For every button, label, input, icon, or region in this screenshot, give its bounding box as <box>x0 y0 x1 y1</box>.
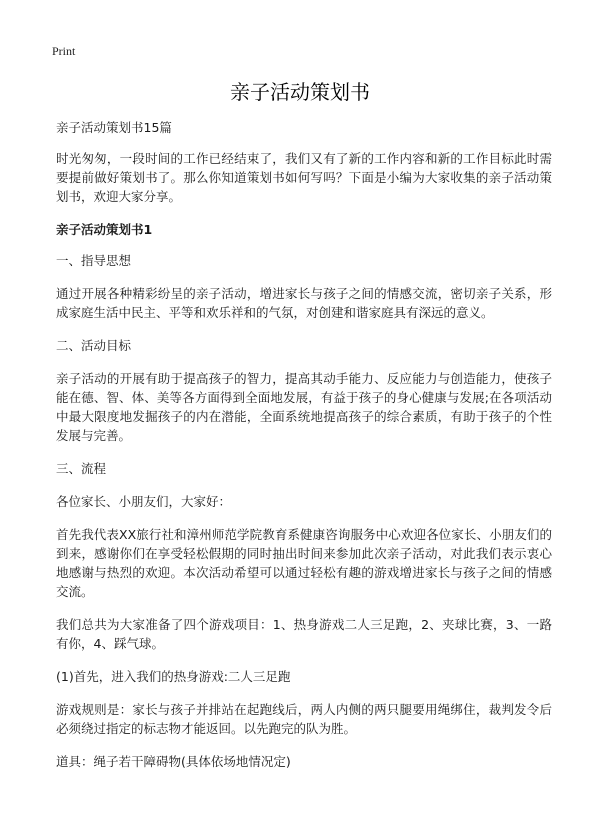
section-1-body: 通过开展各种精彩纷呈的亲子活动，增进家长与孩子之间的情感交流，密切亲子关系，形成家庭生活中民主、平等和欢乐祥和的气氛，对创建和谐家庭具有深远的意义。 <box>56 286 552 320</box>
game-1-rules: 游戏规则是：家长与孩子并排站在起跑线后，两人内侧的两只腿要用绳绑住，裁判发令后必须绕过指定的标志物才能返回。以先跑完的队为胜。 <box>56 702 552 736</box>
section-2-title: 二、活动目标 <box>56 338 132 353</box>
section-2-body: 亲子活动的开展有助于提高孩子的智力，提高其动手能力、反应能力与创造能力，使孩子能在德、智、体、美等各方面得到全面地发展，有益于孩子的身心健康与发展;在各项活动中最大限度地发掘孩子的内在潜能，全面系统地提高孩子的综合素质，有助于孩子的个性发展与完善。 <box>56 371 552 443</box>
print-link[interactable]: Print <box>52 44 76 58</box>
section-3-title: 三、流程 <box>56 461 107 476</box>
section-heading: 亲子活动策划书1 <box>56 222 153 237</box>
article-body <box>56 118 552 785</box>
greeting-paragraph: 各位家长、小朋友们，大家好： <box>56 494 232 509</box>
section-1-title: 一、指导思想 <box>56 253 132 268</box>
welcome-paragraph: 首先我代表XX旅行社和漳州师范学院教育系健康咨询服务中心欢迎各位家长、小朋友们的到来，感谢你们在享受轻松假期的同时抽出时间来参加此次亲子活动，对此我们表示衷心地感谢与热烈的欢迎。本次活动希望可以通过轻松有趣的游戏增进家长与孩子之间的情感交流。 <box>56 527 552 599</box>
subtitle: 亲子活动策划书15篇 <box>56 120 172 135</box>
page-title: 亲子活动策划书 <box>230 80 370 104</box>
game-1-title: (1)首先，进入我们的热身游戏:二人三足跑 <box>56 669 291 684</box>
game-1-props: 道具：绳子若干障碍物(具体依场地情况定) <box>56 754 291 769</box>
games-paragraph: 我们总共为大家准备了四个游戏项目：1、热身游戏二人三足跑，2、夹球比赛，3、一路有你，4、踩气球。 <box>56 617 552 651</box>
intro-paragraph: 时光匆匆，一段时间的工作已经结束了，我们又有了新的工作内容和新的工作目标此时需要提前做好策划书了。那么你知道策划书如何写吗？下面是小编为大家收集的亲子活动策划书，欢迎大家分享。 <box>56 151 552 204</box>
